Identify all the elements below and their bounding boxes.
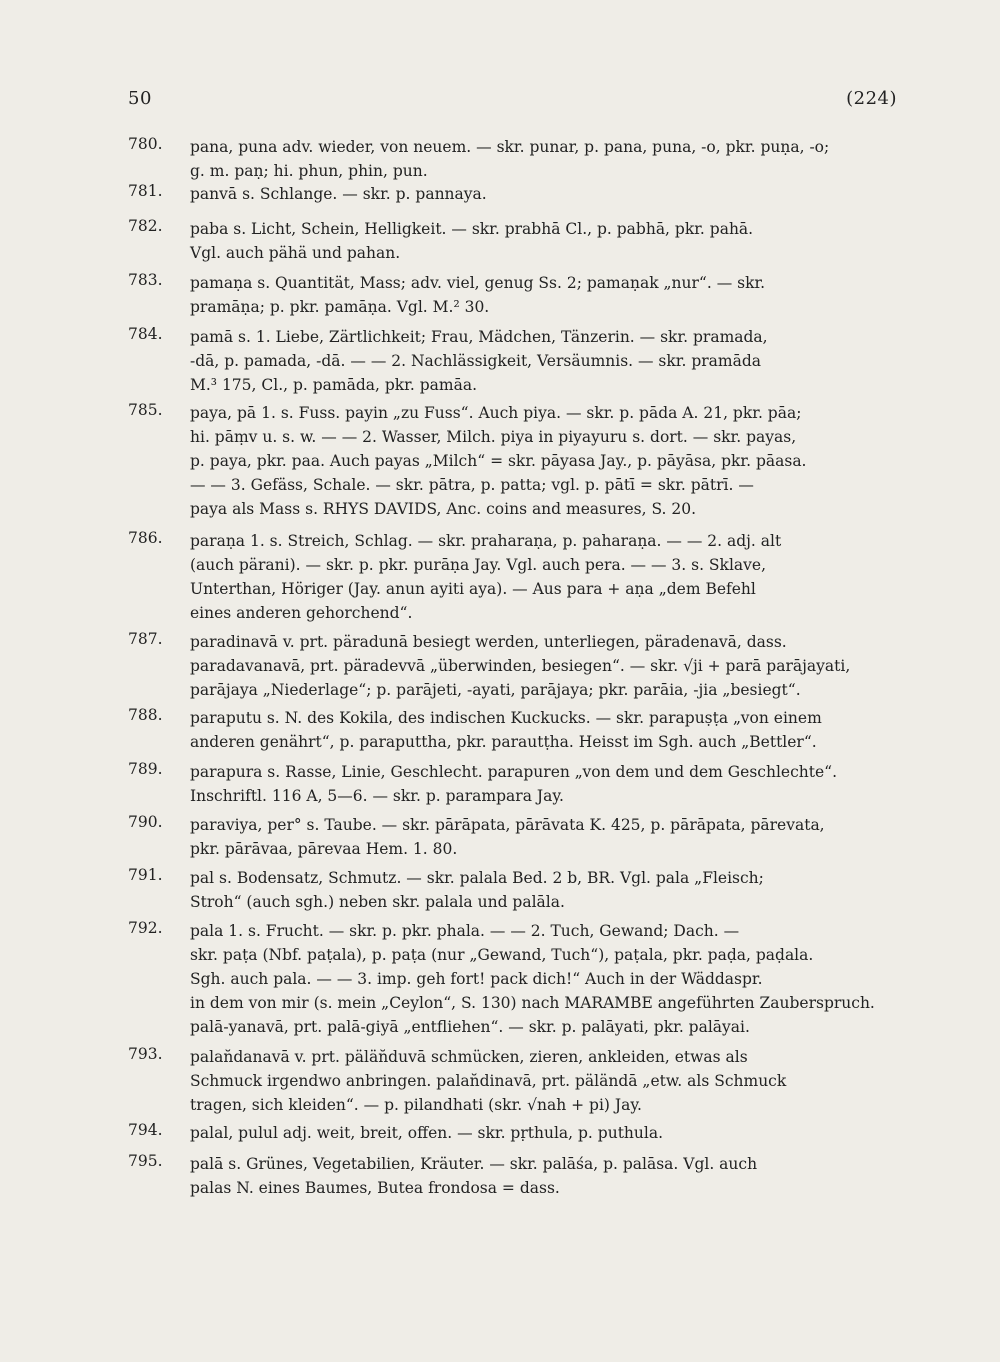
entry-line: anderen genährt“, p. paraputtha, pkr. parautṭha. Heisst im Sgh. auch „Bettler“. (190, 733, 817, 751)
entry-number: 790. (128, 813, 163, 831)
entry-line: pal s. Bodensatz, Schmutz. — skr. palala Bed. 2 b, BR. Vgl. pala „Fleisch; (190, 869, 764, 887)
entry-line: palan̆danavā v. prt. pälän̆duvā schmücken, zieren, ankleiden, etwas als (190, 1048, 748, 1066)
entry-789 (128, 760, 898, 808)
entry-line: hi. pāṃv u. s. w. — — 2. Wasser, Milch. piya in piyayuru s. dort. — skr. payas, (190, 428, 797, 446)
entry-number: 787. (128, 630, 163, 648)
entry-line: (auch pärani). — skr. p. pkr. purāṇa Jay. Vgl. auch pera. — — 3. s. Sklave, (190, 556, 766, 574)
entry-780 (128, 135, 898, 183)
entry-line: Schmuck irgendwo anbringen. palan̆dinavā, prt. päländā „etw. als Schmuck (190, 1072, 787, 1090)
entry-line: paba s. Licht, Schein, Helligkeit. — skr. prabhā Cl., p. pabhā, pkr. pahā. (190, 220, 754, 238)
entry-795 (128, 1152, 898, 1200)
entry-line: Unterthan, Höriger (Jay. anun ayiti aya). — Aus para + aṇa „dem Befehl (190, 580, 756, 598)
entry-782 (128, 217, 898, 265)
bracket-page-number: (224) (846, 88, 897, 109)
page-number: 50 (128, 88, 152, 109)
entry-line: p. paya, pkr. paa. Auch payas „Milch“ = skr. pāyasa Jay., p. pāyāsa, pkr. pāasa. (190, 452, 807, 470)
entry-line: — — 3. Gefäss, Schale. — skr. pātra, p. patta; vgl. p. pātī = skr. pātrī. — (190, 476, 754, 494)
entry-786 (128, 529, 898, 625)
entry-794 (128, 1121, 898, 1145)
entry-line: paraputu s. N. des Kokila, des indischen Kuckucks. — skr. parapuṣṭa „von einem (190, 709, 822, 727)
entry-791 (128, 866, 898, 914)
entry-line: paraviya, per° s. Taube. — skr. pārāpata, pārāvata K. 425, p. pārāpata, pārevata, (190, 816, 825, 834)
entry-line: palal, pulul adj. weit, breit, offen. — skr. pṛthula, p. puthula. (190, 1124, 664, 1142)
entry-792 (128, 919, 898, 1039)
entry-line: parapura s. Rasse, Linie, Geschlecht. parapuren „von dem und dem Geschlechte“. (190, 763, 838, 781)
entry-number: 786. (128, 529, 163, 547)
entry-line: tragen, sich kleiden“. — p. pilandhati (skr. √nah + pi) Jay. (190, 1096, 642, 1114)
entry-787 (128, 630, 898, 702)
entry-number: 792. (128, 919, 163, 937)
entry-788 (128, 706, 898, 754)
entry-line: pana, puna adv. wieder, von neuem. — skr. punar, p. pana, puna, -o, pkr. puṇa, -o; (190, 138, 830, 156)
entry-line: palā-yanavā, prt. palā-giyā „entfliehen“. — skr. p. palāyati, pkr. palāyai. (190, 1018, 750, 1036)
entry-line: palā s. Grünes, Vegetabilien, Kräuter. — skr. palāśa, p. palāsa. Vgl. auch (190, 1155, 758, 1173)
entry-793 (128, 1045, 898, 1117)
entry-number: 793. (128, 1045, 163, 1063)
entry-line: paradinavā v. prt. päradunā besiegt werden, unterliegen, päradenavā, dass. (190, 633, 787, 651)
entry-line: parājaya „Niederlage“; p. parājeti, -ayati, parājaya; pkr. parāia, -jia „besiegt“. (190, 681, 801, 699)
entry-line: paradavanavā, prt. päradevvā „überwinden, besiegen“. — skr. √ji + parā parājayati, (190, 657, 851, 675)
entry-number: 781. (128, 182, 163, 200)
entry-number: 788. (128, 706, 163, 724)
entry-number: 795. (128, 1152, 163, 1170)
entry-number: 789. (128, 760, 163, 778)
entry-line: palas N. eines Baumes, Butea frondosa = dass. (190, 1179, 560, 1197)
entry-785 (128, 401, 898, 521)
entry-line: pkr. pārāvaa, pārevaa Hem. 1. 80. (190, 840, 458, 858)
entry-number: 780. (128, 135, 163, 153)
entry-number: 791. (128, 866, 163, 884)
entry-line: pramāṇa; p. pkr. pamāṇa. Vgl. M.² 30. (190, 298, 490, 316)
entry-line: pamā s. 1. Liebe, Zärtlichkeit; Frau, Mädchen, Tänzerin. — skr. pramada, (190, 328, 768, 346)
entry-number: 785. (128, 401, 163, 419)
entry-line: paya als Mass s. RHYS DAVIDS, Anc. coins and measures, S. 20. (190, 500, 697, 518)
entry-line: Inschriftl. 116 A, 5—6. — skr. p. parampara Jay. (190, 787, 564, 805)
entry-line: pala 1. s. Frucht. — skr. p. pkr. phala. — — 2. Tuch, Gewand; Dach. — (190, 922, 740, 940)
entry-line: paraṇa 1. s. Streich, Schlag. — skr. praharaṇa, p. paharaṇa. — — 2. adj. alt (190, 532, 782, 550)
entry-line: M.³ 175, Cl., p. pamāda, pkr. pamāa. (190, 376, 478, 394)
entry-790 (128, 813, 898, 861)
entry-line: in dem von mir (s. mein „Ceylon“, S. 130) nach MARAMBE angeführten Zauberspruch. (190, 994, 875, 1012)
entry-781 (128, 182, 898, 206)
entry-line: panvā s. Schlange. — skr. p. pannaya. (190, 185, 487, 203)
entry-line: pamaṇa s. Quantität, Mass; adv. viel, genug Ss. 2; pamaṇak „nur“. — skr. (190, 274, 766, 292)
entry-line: Stroh“ (auch sgh.) neben skr. palala und palāla. (190, 893, 565, 911)
entry-number: 784. (128, 325, 163, 343)
entry-line: -dā, p. pamada, -dā. — — 2. Nachlässigkeit, Versäumnis. — skr. pramāda (190, 352, 762, 370)
entry-line: eines anderen gehorchend“. (190, 604, 413, 622)
entry-line: Sgh. auch pala. — — 3. imp. geh fort! pack dich!“ Auch in der Wäddaspr. (190, 970, 763, 988)
entry-784 (128, 325, 898, 397)
entry-line: paya, pā 1. s. Fuss. payin „zu Fuss“. Auch piya. — skr. p. pāda A. 21, pkr. pāa; (190, 404, 802, 422)
entry-783 (128, 271, 898, 319)
entry-number: 782. (128, 217, 163, 235)
entry-number: 794. (128, 1121, 163, 1139)
entry-line: g. m. paṇ; hi. phun, phin, pun. (190, 162, 428, 180)
entry-line: Vgl. auch pähä und pahan. (190, 244, 401, 262)
entry-line: skr. paṭa (Nbf. paṭala), p. paṭa (nur „Gewand, Tuch“), paṭala, pkr. paḍa, paḍala. (190, 946, 814, 964)
entry-number: 783. (128, 271, 163, 289)
